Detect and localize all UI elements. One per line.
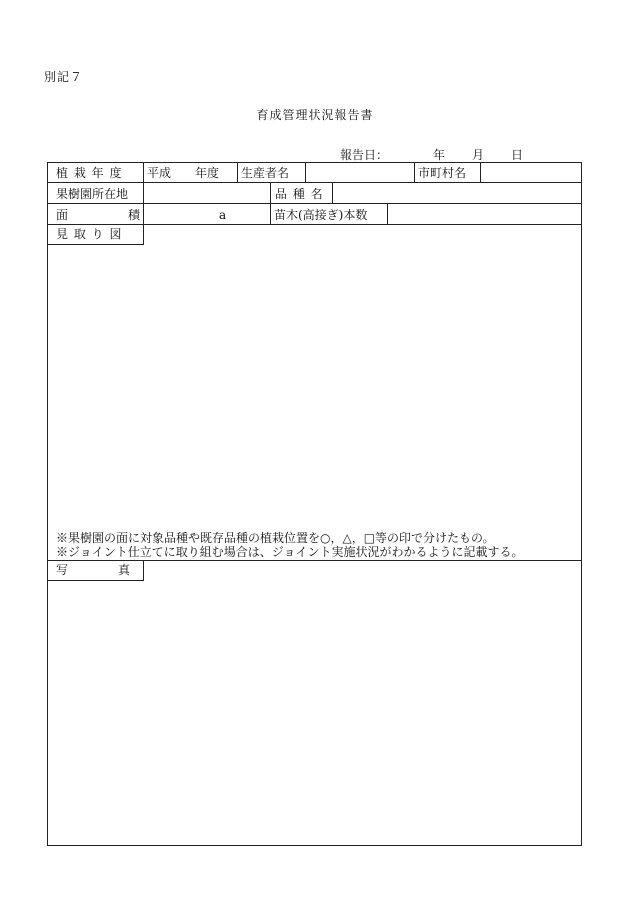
photo-label-box [48,560,144,581]
municipality-label: 市町村名 [418,166,467,180]
area-unit: a [219,208,227,222]
column-divider [414,163,415,182]
planting-year-value: 平成 年度 [147,166,220,180]
column-divider [143,182,144,203]
column-divider [480,163,481,182]
sketch-note-1: ※果樹園の面に対象品種や既存品種の植栽位置を○，△，□等の印で分けたもの。 [56,531,495,545]
column-divider [270,182,271,203]
column-divider [387,203,388,224]
report-year-unit: 年 [433,148,446,162]
report-date-line [340,146,590,162]
planting-year-label: 植 栽 年 度 [56,166,123,180]
column-divider [143,163,144,182]
sketch-label-box [48,224,144,245]
area-label-second: 積 [128,208,141,222]
report-month-unit: 月 [472,148,485,162]
area-label-first: 面 [56,208,69,222]
orchard-location-label: 果樹園所在地 [56,187,129,201]
report-day-unit: 日 [511,148,524,162]
column-divider [237,163,238,182]
photo-attachment-area[interactable] [48,581,581,845]
document-title: 育成管理状況報告書 [256,108,374,122]
producer-label: 生産者名 [241,166,290,180]
seedling-count-label: 苗木(高接ぎ)本数 [274,208,368,222]
variety-label: 品 種 名 [275,187,324,201]
annex-label: 別記７ [44,70,84,84]
column-divider [332,182,333,203]
photo-label-first: 写 [56,563,69,577]
photo-label-second: 真 [118,563,131,577]
report-date-label: 報告日： [340,148,389,162]
row-divider [48,182,581,183]
sketch-drawing-area[interactable] [48,245,581,529]
sketch-label: 見 取 り 図 [56,227,123,241]
column-divider [270,203,271,224]
column-divider [305,163,306,182]
row-divider [48,203,581,204]
report-form [47,162,582,846]
column-divider [143,203,144,224]
sketch-note-2: ※ジョイント仕立てに取り組む場合は、ジョイント実施状況がわかるように記載する。 [56,545,524,559]
